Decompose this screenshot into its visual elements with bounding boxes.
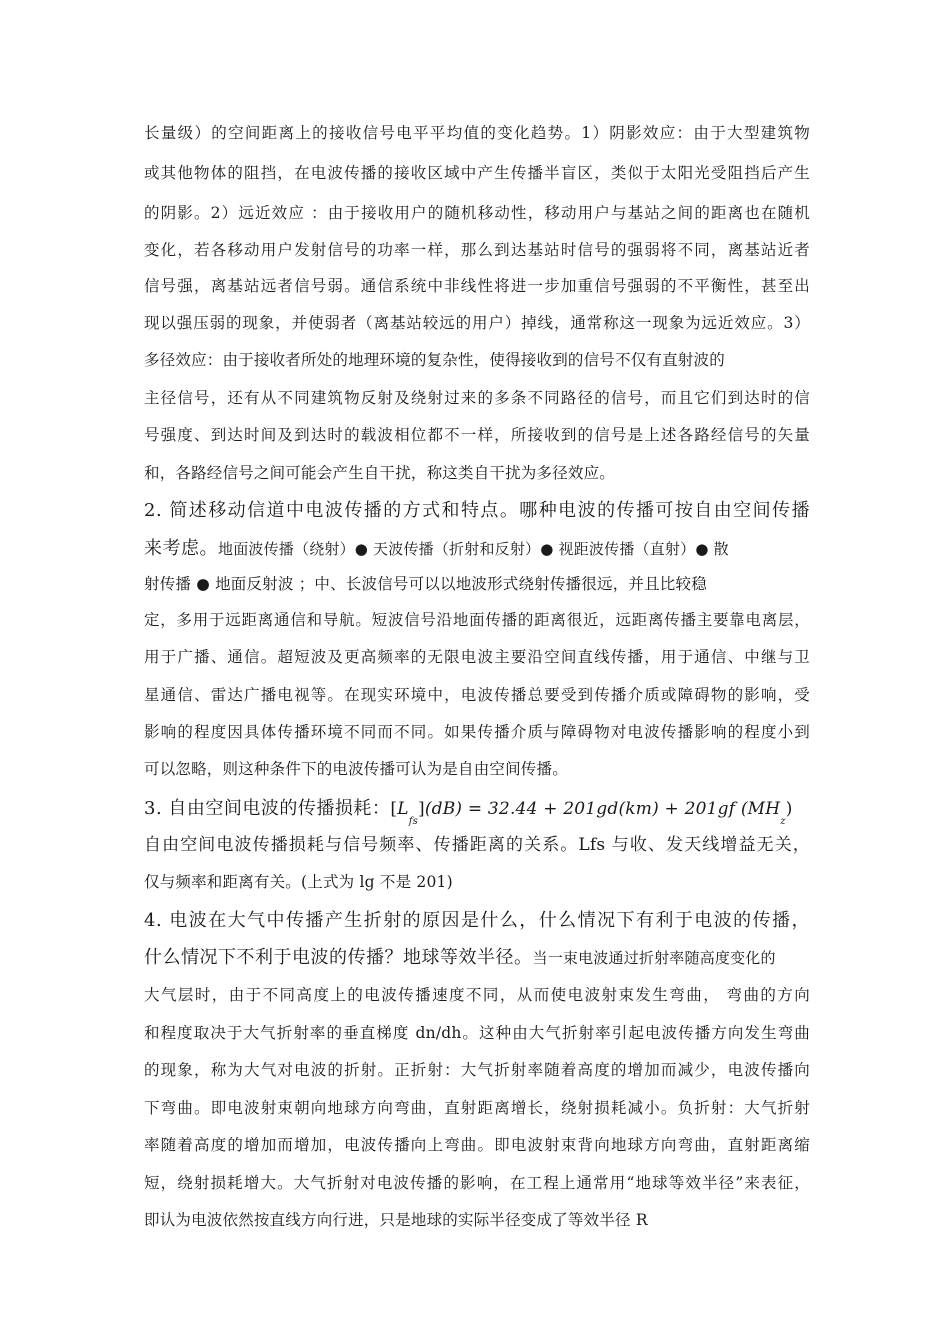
formula-subscript: z (780, 816, 786, 828)
text-line: 地面波传播（绕射）● 天波传播（折射和反射）● 视距波传播（直射）● 散 (218, 540, 729, 558)
text-line: 星通信、雷达广播电视等。在现实环境中，电波传播总要受到传播介质或障碍物的影响，受 (144, 686, 810, 704)
text-line: 自由空间电波传播损耗与信号频率、传播距离的关系。Lfs 与收、发天线增益无关， (144, 835, 810, 855)
text-line: 射传播 ● 地面反射波 ；中、长波信号可以以地波形式绕射传播很远，并且比较稳 (144, 575, 707, 593)
formula-symbol: L (397, 799, 409, 819)
text-line: 大气层时，由于不同高度上的电波传播速度不同，从而使电波射束发生弯曲， 弯曲的方向 (144, 986, 810, 1004)
text-line: 率随着高度的增加而增加，电波传播向上弯曲。即电波射束背向地球方向弯曲，直射距离缩 (144, 1136, 810, 1154)
question-heading-cont: 来考虑。 (144, 538, 218, 559)
text-line: 和，各路经信号之间可能会产生自干扰，称这类自干扰为多径效应。 (144, 464, 616, 482)
text-line: 多径效应：由于接收者所处的地理环境的复杂性，使得接收到的信号不仅有直射波的 (144, 351, 725, 369)
text-line: 信号强，离基站远者信号弱。通信系统中非线性将进一步加重信号强弱的不平衡性，甚至出 (144, 277, 810, 295)
question-heading: 3. 自由空间电波的传播损耗： (144, 798, 391, 819)
text-line: 短，绕射损耗增大。大气折射对电波传播的影响，在工程上通常用“地球等效半径”来表征， (144, 1174, 810, 1192)
text-line: 仅与频率和距离有关。(上式为 lg 不是 201) (144, 873, 453, 891)
formula-bracket: ] (417, 799, 425, 819)
text-line: 和程度取决于大气折射率的垂直梯度 dn/dh。这种由大气折射率引起电波传播方向发生弯曲 (144, 1024, 810, 1042)
formula-bracket: ) (785, 799, 793, 819)
question-heading: 4. 电波在大气中传播产生折射的原因是什么，什么情况下有利于电波的传播， (144, 910, 810, 931)
text-line: 长量级）的空间距离上的接收信号电平平均值的变化趋势。1）阴影效应：由于大型建筑物 (144, 124, 810, 142)
text-line: 变化，若各移动用户发射信号的功率一样，那么到达基站时信号的强弱将不同，离基站近者 (144, 241, 810, 259)
text-line: 的阴影。2）远近效应 ：由于接收用户的随机移动性，移动用户与基站之间的距离也在随机 (144, 204, 810, 222)
text-line: 的现象，称为大气对电波的折射。正折射：大气折射率随着高度的增加而减少，电波传播向 (144, 1061, 810, 1079)
question-heading: 2. 简述移动信道中电波传播的方式和特点。哪种电波的传播可按自由空间传播 (144, 500, 810, 521)
text-line: 当一束电波通过折射率随高度变化的 (532, 949, 776, 967)
formula-subscript: fs (408, 816, 418, 828)
text-line: 影响的程度因具体传播环境不同而不同。如果传播介质与障碍物对电波传播影响的程度小到 (144, 723, 810, 741)
question-heading (144, 534, 729, 560)
text-line: 现以强压弱的现象，并使弱者（离基站较远的用户）掉线，通常称这一现象为远近效应。3） (144, 314, 810, 332)
text-line: 主径信号，还有从不同建筑物反射及绕射过来的多条不同路径的信号，而且它们到达时的信 (144, 389, 810, 407)
text-line: 下弯曲。即电波射束朝向地球方向弯曲，直射距离增长，绕射损耗减小。负折射：大气折射 (144, 1099, 810, 1117)
text-line: 或其他物体的阻挡，在电波传播的接收区域中产生传播半盲区，类似于太阳光受阻挡后产生 (144, 164, 810, 182)
formula-body: (dB) = 32.44 + 201gd(km) + 201gf (MH (424, 799, 781, 819)
question-heading-cont: 什么情况下不利于电波的传播？地球等效半径。 (144, 947, 533, 968)
text-line: 号强度、到达时间及到达时的载波相位都不一样，所接收到的信号是上述各路经信号的矢量 (144, 426, 810, 444)
question-heading (144, 943, 776, 969)
text-line: 用于广播、通信。超短波及更高频率的无限电波主要沿空间直线传播，用于通信、中继与卫 (144, 648, 810, 666)
text-line: 定，多用于远距离通信和导航。短波信号沿地面传播的距离很近，远距离传播主要靠电离层， (144, 611, 810, 629)
text-line: 可以忽略，则这种条件下的电波传播可认为是自由空间传播。 (144, 760, 568, 778)
text-line: 即认为电波依然按直线方向行进，只是地球的实际半径变成了等效半径 R (144, 1211, 648, 1229)
free-space-loss-formula (390, 799, 793, 828)
formula-line (144, 794, 810, 828)
formula-bracket: [ (390, 799, 398, 819)
